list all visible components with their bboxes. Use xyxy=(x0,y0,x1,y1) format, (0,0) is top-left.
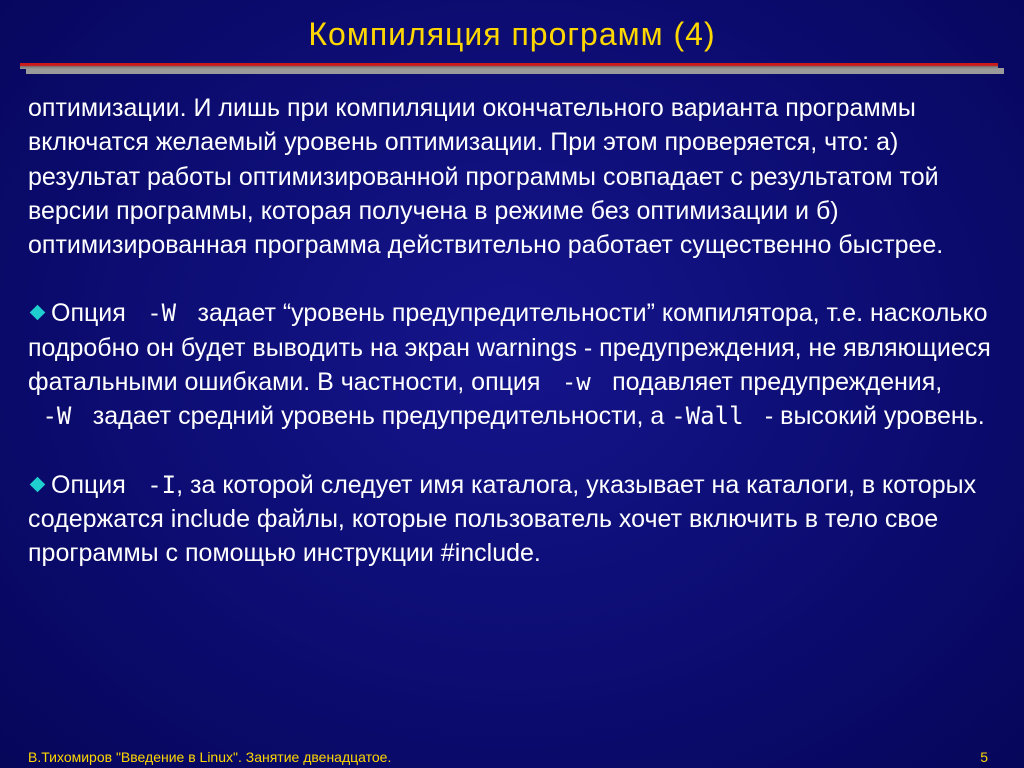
option-i-text-2: , за которой следует имя каталога, указывает на каталоги, в которых содержатся include файлы, которые пользователь хочет включить в тело свое программы с помощью инструкции #include. xyxy=(28,470,977,568)
slide-number: 5 xyxy=(980,749,988,765)
title-divider xyxy=(20,63,1004,77)
option-W-code: -W xyxy=(132,299,191,328)
footer-credit: В.Тихомиров "Введение в Linux". Занятие двенадцатое. xyxy=(28,749,392,765)
paragraph-option-i xyxy=(28,468,998,571)
option-w-lower-code: -w xyxy=(547,368,606,397)
slide-title: Компиляция программ (4) xyxy=(308,16,716,52)
paragraph-optimization-text: оптимизации. И лишь при компиляции окончательного варианта программы включатся желаемый уровень оптимизации. При этом проверяется, что: а) результат работы оптимизированной программы совпадает с результатом той версии программы, которая получена в режиме без оптимизации и б) оптимизированная программа действительно работает существенно быстрее. xyxy=(28,94,944,260)
option-w-text-2: задает “уровень предупредительности” компилятора, т.е. насколько подробно он будет выводить на экран warnings - предупреждения, не являющиеся фатальными ошибками. В частности, опция xyxy=(28,299,991,397)
option-w-text-5: - высокий уровень. xyxy=(757,402,985,431)
slide-body xyxy=(28,91,998,605)
option-I-code: -I xyxy=(132,470,177,499)
paragraph-option-w xyxy=(28,296,998,433)
option-W-code-2: -W xyxy=(28,402,86,431)
title-divider-line xyxy=(20,63,998,69)
option-i-text-1: Опция xyxy=(51,470,133,499)
option-w-text-3: подавляет предупреждения, xyxy=(605,368,943,397)
option-w-text-4: задает средний уровень предупредительности, а xyxy=(85,402,672,431)
diamond-bullet-icon xyxy=(30,476,46,492)
paragraph-optimization xyxy=(28,91,998,262)
diamond-bullet-icon xyxy=(30,305,46,321)
option-wall-code: -Wall xyxy=(671,402,758,431)
option-w-text-1: Опция xyxy=(51,299,133,328)
